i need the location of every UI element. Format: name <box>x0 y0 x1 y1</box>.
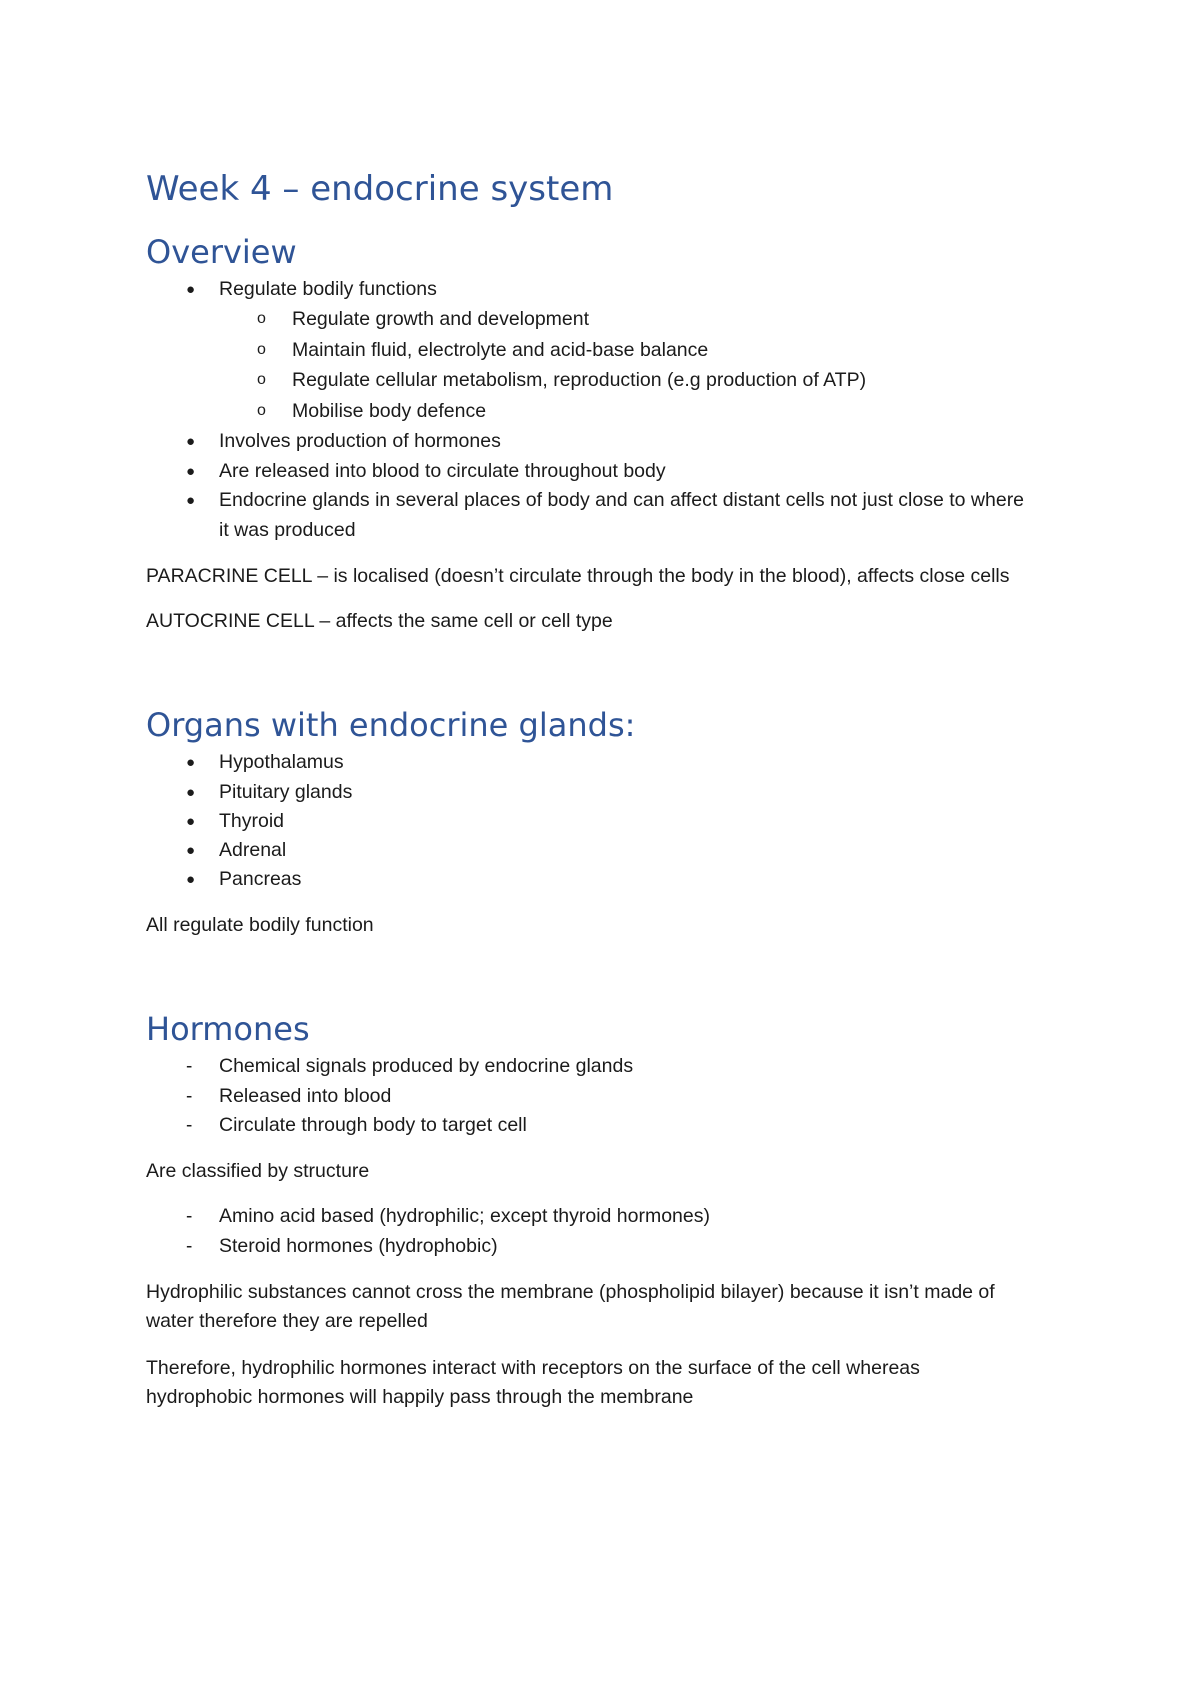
list-item: Amino acid based (hydrophilic; except thyroid hormones) <box>219 1205 710 1227</box>
list-item: Involves production of hormones <box>219 430 501 452</box>
list-item: Are released into blood to circulate throughout body <box>219 460 666 482</box>
list-item: Thyroid <box>219 810 285 832</box>
bullet-marker: ● <box>186 281 196 298</box>
bullet-marker: ● <box>186 433 196 450</box>
list-item: Regulate bodily functions <box>219 278 437 300</box>
list-item: Maintain fluid, electrolyte and acid-base balance <box>292 339 709 361</box>
list-item: Regulate growth and development <box>292 308 590 330</box>
hormones-heading: Hormones <box>146 1010 310 1048</box>
therefore-paragraph-line: hydrophobic hormones will happily pass through the membrane <box>146 1386 694 1408</box>
page-title: Week 4 – endocrine system <box>146 169 614 209</box>
classified-text: Are classified by structure <box>146 1160 370 1182</box>
bullet-marker: ● <box>186 784 196 801</box>
sub-bullet-marker: o <box>257 310 266 327</box>
list-item: Adrenal <box>219 839 287 861</box>
bullet-marker: ● <box>186 871 196 888</box>
paracrine-paragraph: PARACRINE CELL – is localised (doesn’t circulate through the body in the blood), affects close cells <box>146 565 1010 587</box>
sub-bullet-marker: o <box>257 402 266 419</box>
list-item: Regulate cellular metabolism, reproduction (e.g production of ATP) <box>292 369 867 391</box>
organs-note: All regulate bodily function <box>146 914 374 936</box>
bullet-marker: ● <box>186 813 196 830</box>
autocrine-paragraph: AUTOCRINE CELL – affects the same cell or cell type <box>146 610 613 632</box>
list-item-continuation: it was produced <box>219 519 356 541</box>
hydrophilic-paragraph-line: Hydrophilic substances cannot cross the membrane (phospholipid bilayer) because it isn’t made of <box>146 1281 995 1303</box>
dash-marker: - <box>186 1056 193 1077</box>
list-item: Endocrine glands in several places of body and can affect distant cells not just close to where <box>219 489 1025 511</box>
list-item: Hypothalamus <box>219 751 344 773</box>
list-item: Mobilise body defence <box>292 400 487 422</box>
dash-marker: - <box>186 1236 193 1257</box>
bullet-marker: ● <box>186 492 196 509</box>
dash-marker: - <box>186 1115 193 1136</box>
list-item: Pituitary glands <box>219 781 353 803</box>
list-item: Released into blood <box>219 1085 392 1107</box>
list-item: Steroid hormones (hydrophobic) <box>219 1235 498 1257</box>
sub-bullet-marker: o <box>257 371 266 388</box>
bullet-marker: ● <box>186 754 196 771</box>
hydrophilic-paragraph-line: water therefore they are repelled <box>146 1310 428 1332</box>
overview-heading: Overview <box>146 233 297 271</box>
bullet-marker: ● <box>186 842 196 859</box>
dash-marker: - <box>186 1086 193 1107</box>
list-item: Chemical signals produced by endocrine glands <box>219 1055 634 1077</box>
organs-heading: Organs with endocrine glands: <box>146 706 636 744</box>
sub-bullet-marker: o <box>257 341 266 358</box>
bullet-marker: ● <box>186 463 196 480</box>
dash-marker: - <box>186 1206 193 1227</box>
list-item: Pancreas <box>219 868 302 890</box>
therefore-paragraph-line: Therefore, hydrophilic hormones interact with receptors on the surface of the cell whereas <box>146 1357 920 1379</box>
list-item: Circulate through body to target cell <box>219 1114 527 1136</box>
